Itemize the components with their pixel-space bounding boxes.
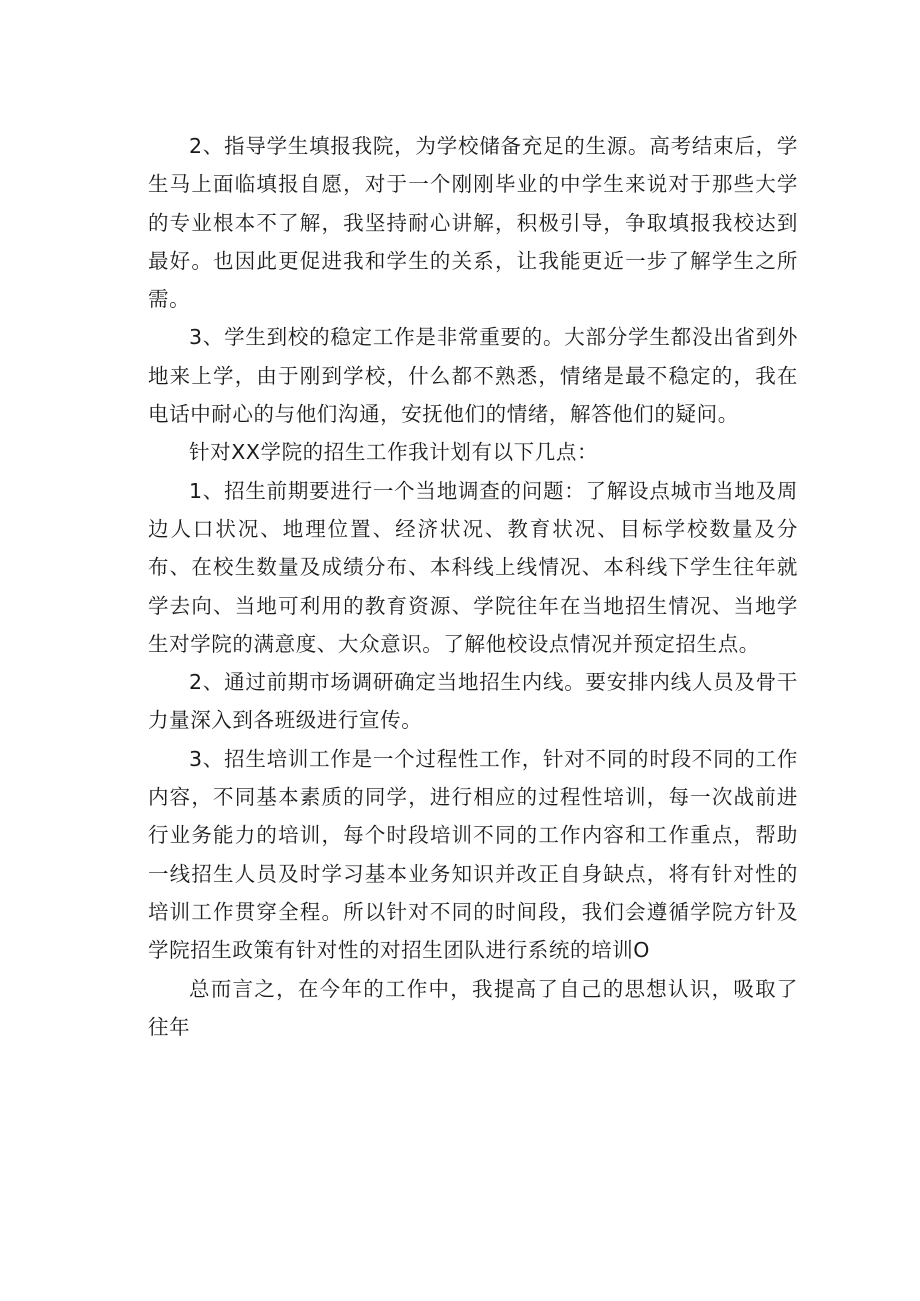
paragraph-training: 3、招生培训工作是一个过程性工作，针对不同的时段不同的工作内容，不同基本素质的同学，进行相应的过程性培训，每一次战前进行业务能力的培训，每个时段培训不同的工作内容和工作重点，帮助一线招生人员及时学习基本业务知识并改正自身缺点，将有针对性的培训工作贯穿全程。所以针对不同的时间段，我们会遵循学院方针及学院招生政策有针对性的对招生团队进行系统的培训O	[148, 746, 798, 963]
paragraph-plan-intro: 针对XX学院的招生工作我计划有以下几点：	[189, 440, 599, 465]
document-body	[148, 127, 798, 1046]
paragraph-local-survey: 1、招生前期要进行一个当地调查的问题：了解设点城市当地及周边人口状况、地理位置、经济状况、教育状况、目标学校数量及分布、在校生数量及成绩分布、本科线上线情况、本科线下学生往年就学去向、当地可利用的教育资源、学院往年在当地招生情况、当地学生对学院的满意度、大众意识。了解他校设点情况并预定招生点。	[148, 478, 798, 656]
paragraph-market-research: 2、通过前期市场调研确定当地招生内线。要安排内线人员及骨干力量深入到各班级进行宣传。	[148, 670, 798, 733]
paragraph-student-application: 2、指导学生填报我院，为学校储备充足的生源。高考结束后，学生马上面临填报自愿，对于一个刚刚毕业的中学生来说对于那些大学的专业根本不了解，我坚持耐心讲解，积极引导，争取填报我校达到最好。也因此更促进我和学生的关系，让我能更近一步了解学生之所需。	[148, 134, 798, 312]
paragraph-summary: 总而言之，在今年的工作中，我提高了自己的思想认识，吸取了往年	[148, 976, 798, 1039]
paragraph-student-stability: 3、学生到校的稳定工作是非常重要的。大部分学生都没出省到外地来上学，由于刚到学校，什么都不熟悉，情绪是最不稳定的，我在电话中耐心的与他们沟通，安抚他们的情绪，解答他们的疑问。	[148, 325, 798, 427]
